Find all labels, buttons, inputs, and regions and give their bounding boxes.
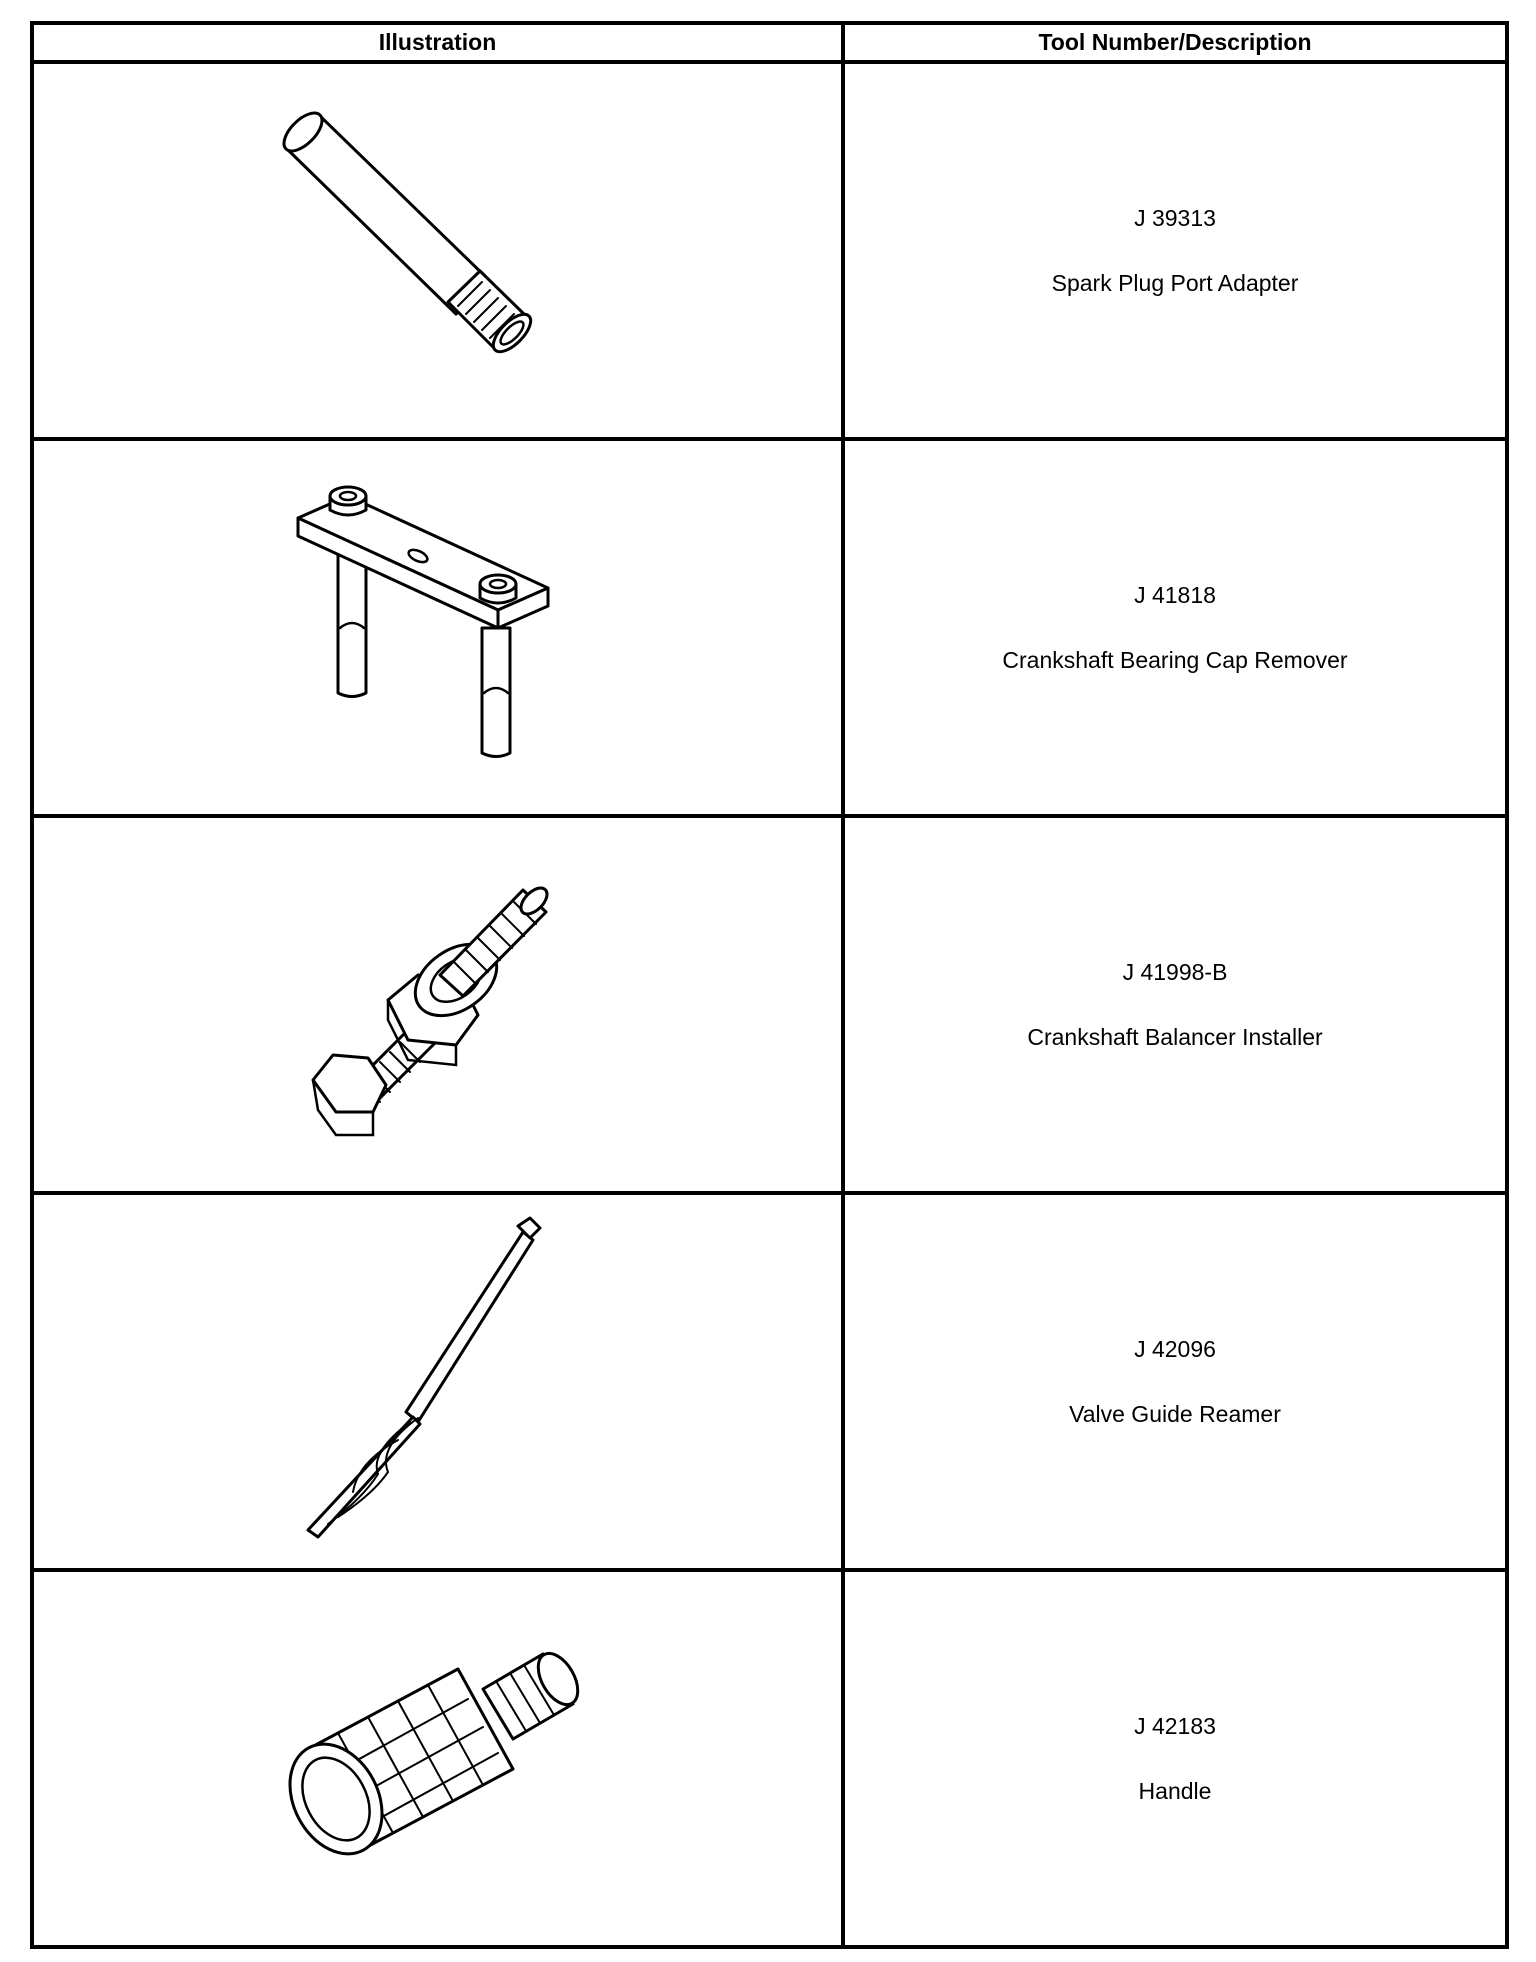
illustration-cell xyxy=(32,439,843,816)
tool-description: Crankshaft Balancer Installer xyxy=(1027,1023,1323,1050)
table-row xyxy=(32,1193,1507,1570)
tool-description: Spark Plug Port Adapter xyxy=(1051,269,1299,296)
description-header: Tool Number/Description xyxy=(843,23,1507,62)
tool-table xyxy=(30,21,1509,1949)
tool-description: Crankshaft Bearing Cap Remover xyxy=(1002,646,1348,673)
tool-description: Valve Guide Reamer xyxy=(1069,1400,1281,1427)
spark-plug-port-adapter-icon xyxy=(258,86,618,416)
crankshaft-bearing-cap-remover-icon xyxy=(278,478,598,778)
tool-number: J 42183 xyxy=(1134,1712,1216,1739)
illustration-cell xyxy=(32,1570,843,1947)
description-cell xyxy=(843,1193,1507,1570)
tool-description: Handle xyxy=(1138,1777,1212,1804)
tool-number: J 39313 xyxy=(1134,204,1216,231)
table-row xyxy=(32,439,1507,816)
table-row xyxy=(32,816,1507,1193)
description-cell xyxy=(843,816,1507,1193)
crankshaft-balancer-installer-icon xyxy=(288,850,588,1160)
handle-icon xyxy=(268,1629,608,1889)
illustration-header: Illustration xyxy=(32,23,843,62)
table-row xyxy=(32,1570,1507,1947)
tool-number: J 41998-B xyxy=(1122,958,1228,985)
illustration-cell xyxy=(32,816,843,1193)
description-cell xyxy=(843,1570,1507,1947)
illustration-cell xyxy=(32,62,843,439)
valve-guide-reamer-icon xyxy=(278,1212,598,1552)
description-cell xyxy=(843,62,1507,439)
illustration-cell xyxy=(32,1193,843,1570)
table-header-row xyxy=(32,23,1507,62)
table-row xyxy=(32,62,1507,439)
tool-number: J 41818 xyxy=(1134,581,1216,608)
tool-number: J 42096 xyxy=(1134,1335,1216,1362)
description-cell xyxy=(843,439,1507,816)
